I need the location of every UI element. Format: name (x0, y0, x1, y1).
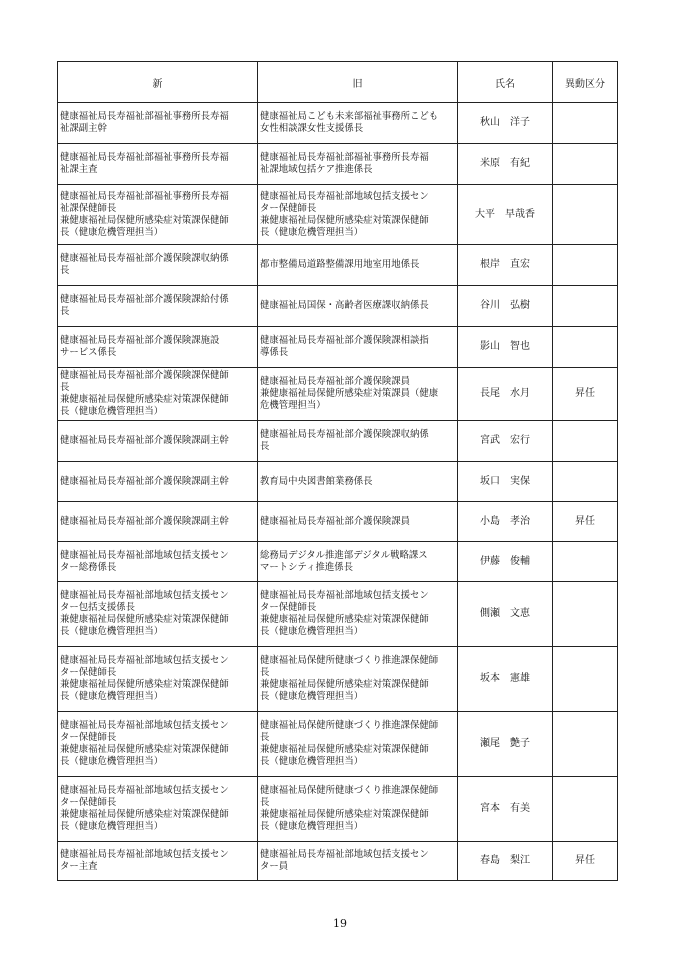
table-row (58, 421, 618, 462)
change-type (553, 421, 618, 462)
new-position: 健康福祉局長寿福祉部介護保険課副主幹 (58, 502, 258, 542)
header-change-type: 異動区分 (553, 62, 618, 103)
new-position: 健康福祉局長寿福祉部介護保険課給付係 長 (58, 286, 258, 327)
person-name: 小島 孝治 (458, 502, 553, 542)
old-position: 健康福祉局長寿福祉部地域包括支援セン ター保健師長 兼健康福祉局保健所感染症対策課保健師 長（健康危機管理担当） (258, 185, 458, 245)
table-row (58, 286, 618, 327)
person-name: 瀬尾 艶子 (458, 712, 553, 777)
old-position: 健康福祉局長寿福祉部介護保険課収納係 長 (258, 421, 458, 462)
header-new: 新 (58, 62, 258, 103)
person-name: 坂本 憲雄 (458, 647, 553, 712)
table-row (58, 842, 618, 881)
new-position: 健康福祉局長寿福祉部福祉事務所長寿福 祉課副主幹 (58, 103, 258, 144)
header-old: 旧 (258, 62, 458, 103)
new-position: 健康福祉局長寿福祉部地域包括支援セン ター主査 (58, 842, 258, 881)
person-name: 米原 有紀 (458, 144, 553, 185)
header-name: 氏名 (458, 62, 553, 103)
table-row (58, 502, 618, 542)
change-type: 昇任 (553, 842, 618, 881)
table-row (58, 542, 618, 582)
new-position: 健康福祉局長寿福祉部地域包括支援セン ター保健師長 兼健康福祉局保健所感染症対策課保健師 長（健康危機管理担当） (58, 712, 258, 777)
old-position: 健康福祉局保健所健康づくり推進課保健師 長 兼健康福祉局保健所感染症対策課保健師 長（健康危機管理担当） (258, 712, 458, 777)
new-position: 健康福祉局長寿福祉部介護保険課副主幹 (58, 462, 258, 502)
table-row (58, 462, 618, 502)
change-type: 昇任 (553, 502, 618, 542)
person-name: 谷川 弘樹 (458, 286, 553, 327)
old-position: 都市整備局道路整備課用地室用地係長 (258, 245, 458, 286)
change-type: 昇任 (553, 368, 618, 421)
person-name: 秋山 洋子 (458, 103, 553, 144)
table-row (58, 647, 618, 712)
old-position: 健康福祉局保健所健康づくり推進課保健師 長 兼健康福祉局保健所感染症対策課保健師 長（健康危機管理担当） (258, 647, 458, 712)
person-name: 側瀬 文恵 (458, 582, 553, 647)
table-row (58, 777, 618, 842)
page-number: 19 (333, 917, 347, 930)
person-name: 影山 智也 (458, 327, 553, 368)
person-name: 大平 早哉香 (458, 185, 553, 245)
person-name: 春島 梨江 (458, 842, 553, 881)
new-position: 健康福祉局長寿福祉部地域包括支援セン ター保健師長 兼健康福祉局保健所感染症対策課保健師 長（健康危機管理担当） (58, 647, 258, 712)
change-type (553, 286, 618, 327)
person-name: 宮武 宏行 (458, 421, 553, 462)
old-position: 健康福祉局国保・高齢者医療課収納係長 (258, 286, 458, 327)
change-type (553, 647, 618, 712)
new-position: 健康福祉局長寿福祉部地域包括支援セン ター総務係長 (58, 542, 258, 582)
new-position: 健康福祉局長寿福祉部地域包括支援セン ター包括支援係長 兼健康福祉局保健所感染症対策課保健師 長（健康危機管理担当） (58, 582, 258, 647)
new-position: 健康福祉局長寿福祉部介護保険課保健師 長 兼健康福祉局保健所感染症対策課保健師 長（健康危機管理担当） (58, 368, 258, 421)
new-position: 健康福祉局長寿福祉部介護保険課施設 サービス係長 (58, 327, 258, 368)
personnel-change-table (57, 61, 618, 881)
change-type (553, 144, 618, 185)
table-row (58, 327, 618, 368)
table-row (58, 144, 618, 185)
new-position: 健康福祉局長寿福祉部福祉事務所長寿福 祉課保健師長 兼健康福祉局保健所感染症対策課保健師 長（健康危機管理担当） (58, 185, 258, 245)
table-row (58, 712, 618, 777)
old-position: 健康福祉局長寿福祉部地域包括支援セン ター員 (258, 842, 458, 881)
change-type (553, 185, 618, 245)
table-row (58, 368, 618, 421)
old-position: 健康福祉局長寿福祉部介護保険課員 (258, 502, 458, 542)
change-type (553, 327, 618, 368)
change-type (553, 542, 618, 582)
person-name: 坂口 実保 (458, 462, 553, 502)
change-type (553, 777, 618, 842)
old-position: 総務局デジタル推進部デジタル戦略課ス マートシティ推進係長 (258, 542, 458, 582)
change-type (553, 582, 618, 647)
change-type (553, 245, 618, 286)
change-type (553, 462, 618, 502)
old-position: 健康福祉局こども未来部福祉事務所こども 女性相談課女性支援係長 (258, 103, 458, 144)
table-row (58, 245, 618, 286)
table-row (58, 103, 618, 144)
person-name: 根岸 直宏 (458, 245, 553, 286)
table-row (58, 582, 618, 647)
change-type (553, 103, 618, 144)
old-position: 健康福祉局長寿福祉部介護保険課相談指 導係長 (258, 327, 458, 368)
table-row (58, 185, 618, 245)
new-position: 健康福祉局長寿福祉部福祉事務所長寿福 祉課主査 (58, 144, 258, 185)
new-position: 健康福祉局長寿福祉部介護保険課収納係 長 (58, 245, 258, 286)
change-type (553, 712, 618, 777)
old-position: 教育局中央図書館業務係長 (258, 462, 458, 502)
old-position: 健康福祉局長寿福祉部地域包括支援セン ター保健師長 兼健康福祉局保健所感染症対策課保健師 長（健康危機管理担当） (258, 582, 458, 647)
person-name: 宮本 有美 (458, 777, 553, 842)
person-name: 伊藤 俊輔 (458, 542, 553, 582)
header-row (58, 62, 618, 103)
old-position: 健康福祉局保健所健康づくり推進課保健師 長 兼健康福祉局保健所感染症対策課保健師 長（健康危機管理担当） (258, 777, 458, 842)
new-position: 健康福祉局長寿福祉部地域包括支援セン ター保健師長 兼健康福祉局保健所感染症対策課保健師 長（健康危機管理担当） (58, 777, 258, 842)
old-position: 健康福祉局長寿福祉部福祉事務所長寿福 祉課地域包括ケア推進係長 (258, 144, 458, 185)
new-position: 健康福祉局長寿福祉部介護保険課副主幹 (58, 421, 258, 462)
old-position: 健康福祉局長寿福祉部介護保険課員 兼健康福祉局保健所感染症対策課員（健康 危機管理担当） (258, 368, 458, 421)
person-name: 長尾 水月 (458, 368, 553, 421)
